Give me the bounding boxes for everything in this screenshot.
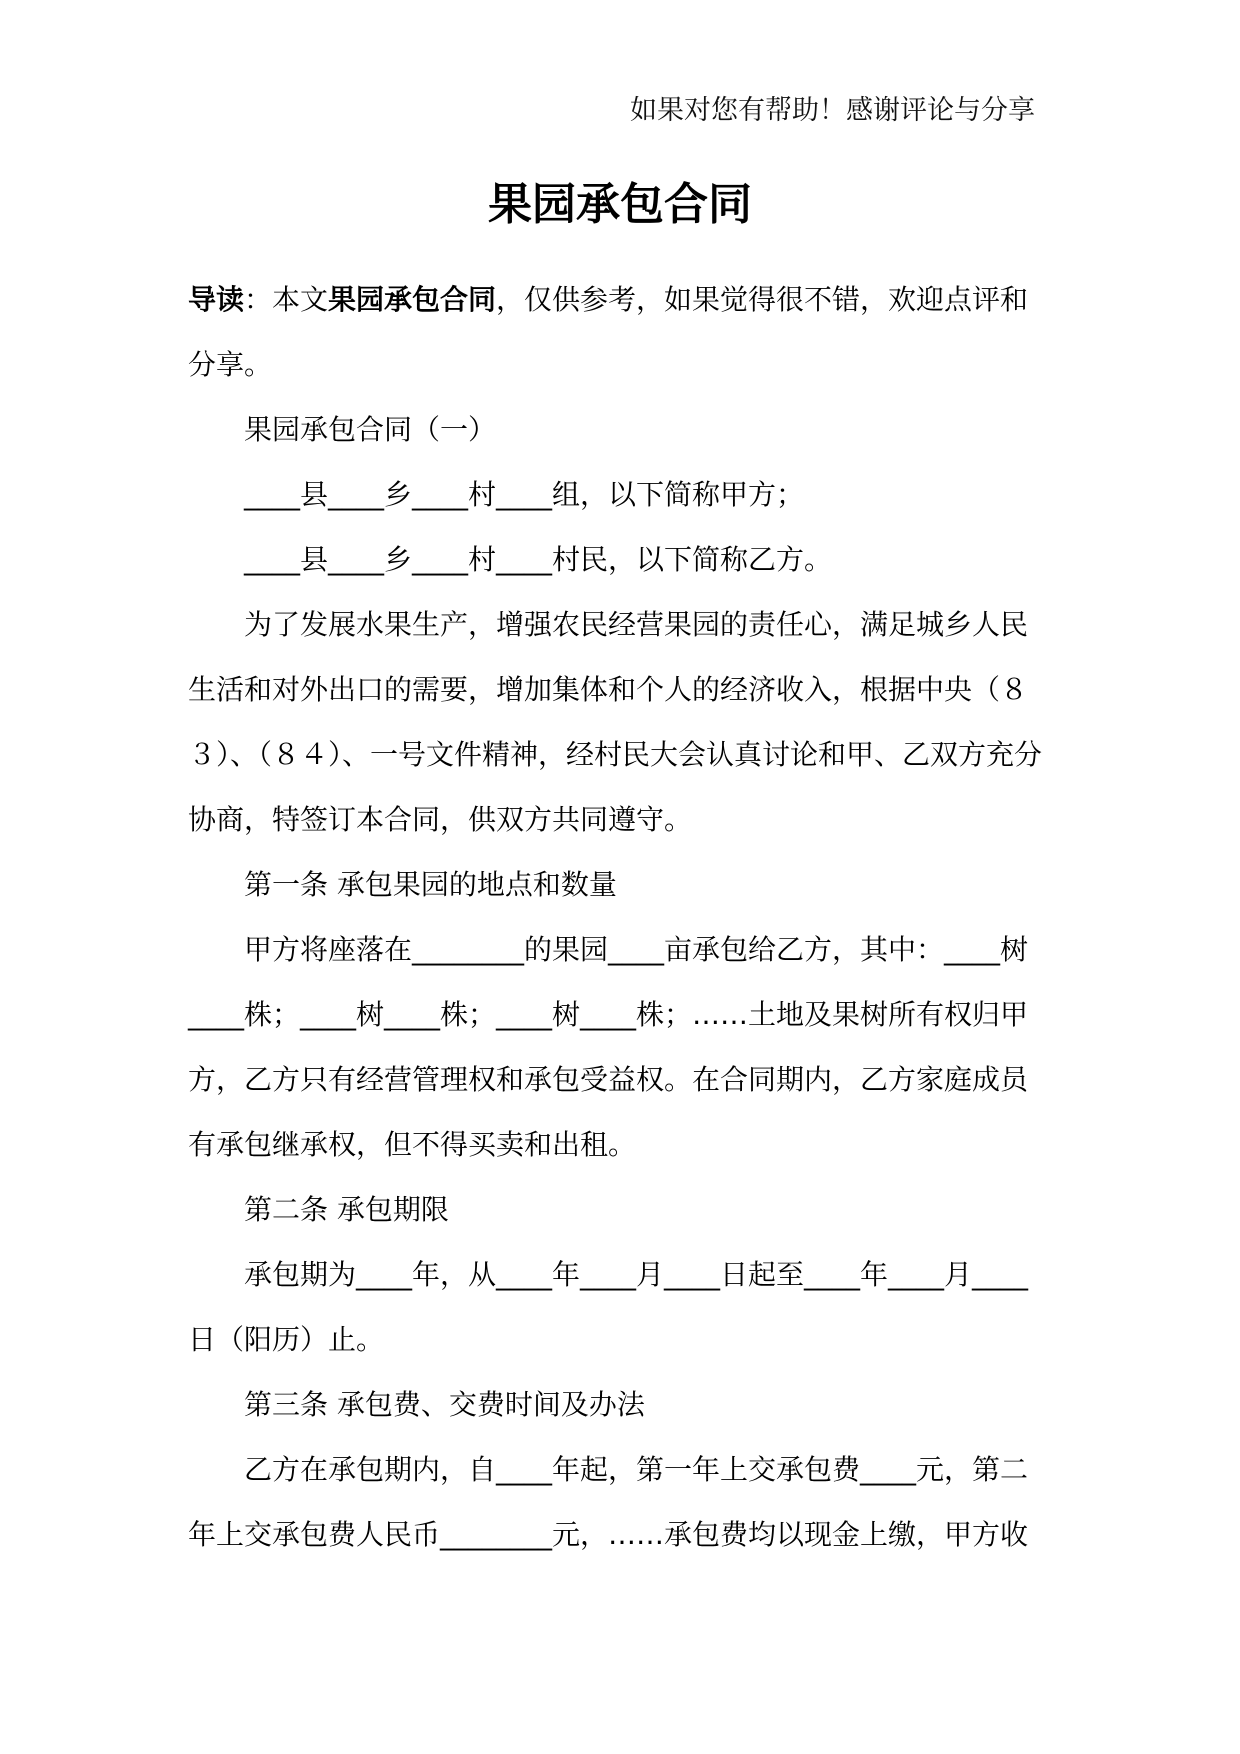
document-body [188,267,1053,1567]
intro-doc-name: 果园承包合同 [328,283,497,316]
article-3-body: 乙方在承包期内，自____年起，第一年上交承包费____元，第二年上交承包费人民币________元，……承包费均以现金上缴，甲方收 [188,1453,1029,1551]
intro-rest: ，仅供参考，如果觉得很不错，欢迎点评和分享。 [188,283,1029,381]
party-b-line: ____县____乡____村____村民，以下简称乙方。 [244,543,833,576]
article-3-heading: 第三条 承包费、交费时间及办法 [244,1388,645,1421]
preamble-paragraph: 为了发展水果生产，增强农民经营果园的责任心，满足城乡人民生活和对外出口的需要，增加集体和个人的经济收入，根据中央（８３）、（８４）、一号文件精神，经村民大会认真讨论和甲、乙双方充分协商，特签订本合同，供双方共同遵守。 [188,608,1043,836]
article-1-heading: 第一条 承包果园的地点和数量 [244,868,617,901]
party-a-line: ____县____乡____村____组，以下简称甲方； [244,478,805,511]
intro-paragraph [188,267,1053,397]
document-title: 果园承包合同 [488,179,752,230]
section-heading: 果园承包合同（一） [244,413,497,446]
intro-label: 导读 [188,283,245,316]
article-2-body: 承包期为____年，从____年____月____日起至____年____月____日（阳历）止。 [188,1258,1029,1356]
intro-colon: ：本文 [244,283,329,316]
article-1-body: 甲方将座落在________的果园____亩承包给乙方，其中：____树____株；____树____株；____树____株；……土地及果树所有权归甲方，乙方只有经营管理权和承包受益权。在合同期内，乙方家庭成员有承包继承权，但不得买卖和出租。 [188,933,1029,1161]
header-note: 如果对您有帮助！感谢评论与分享 [630,95,1035,126]
article-2-heading: 第二条 承包期限 [244,1193,449,1226]
